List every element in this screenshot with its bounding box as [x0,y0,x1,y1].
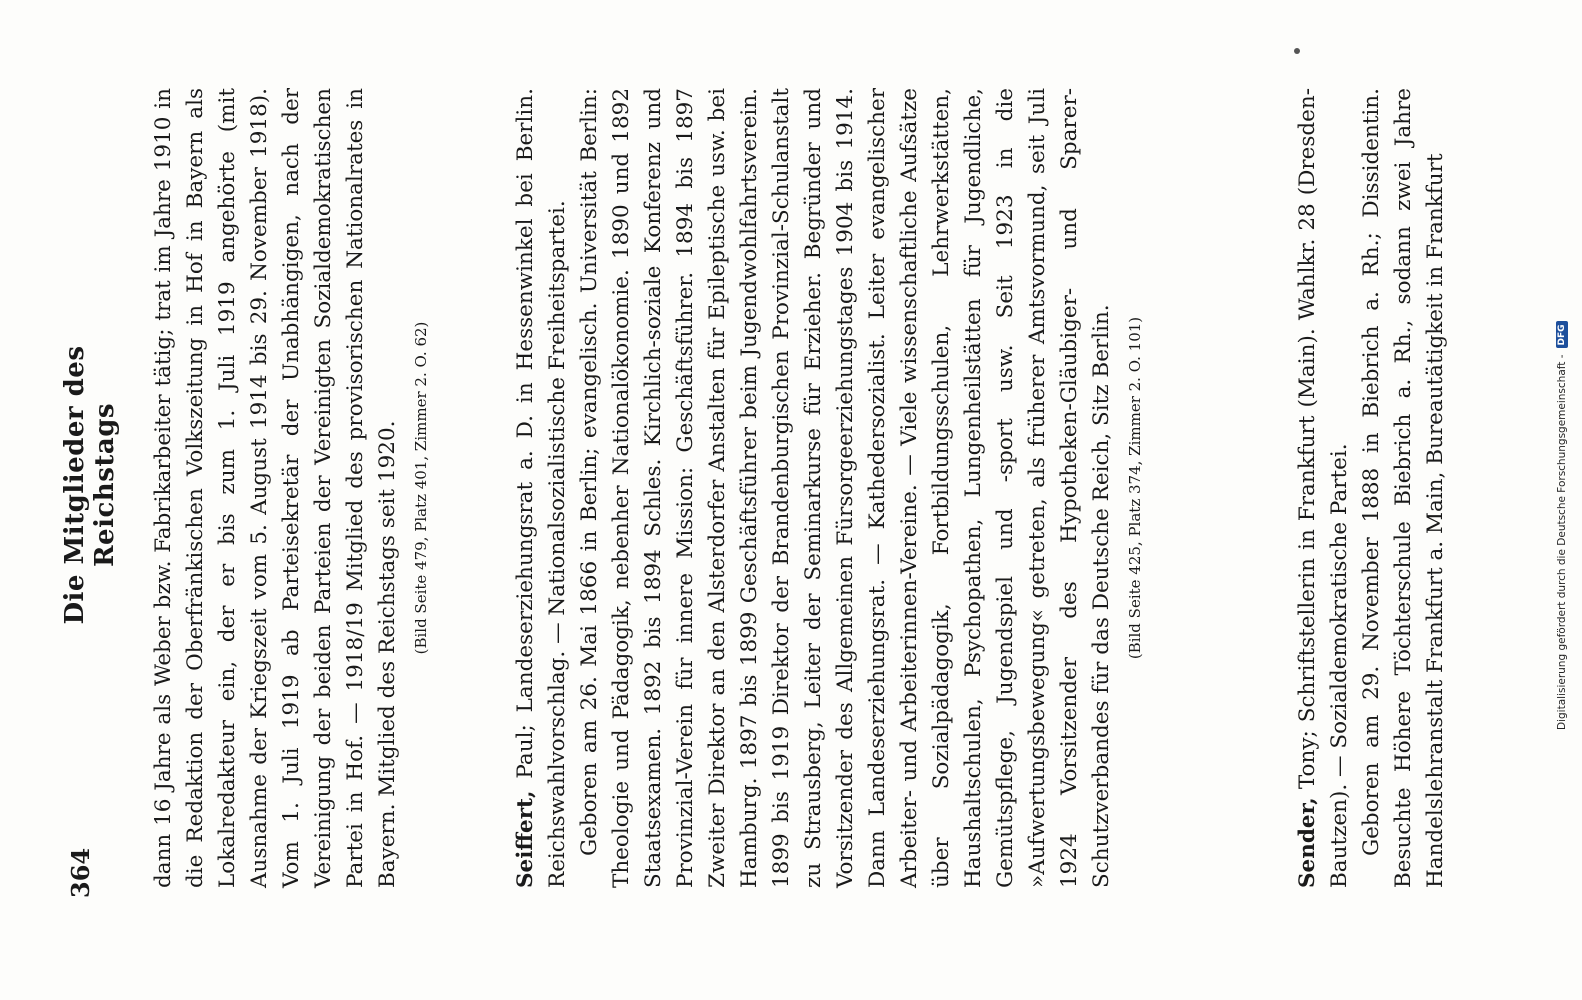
entry-sender [1292,88,1452,888]
entry-paragraph: dann 16 Jahre als Weber bzw. Fabrikarbeiter tätig; trat im Jahre 1910 in die Redaktion der Oberfränkischen Volkszeitung in Hof in Bayern als Lokalredakteur ein, der er bis zum 1. Juli 1919 angehörte (mit Ausnahme der Kriegszeit vom 5. August 1914 bis 29. November 1918). Vom 1. Juli 1919 ab Parteisekretär der Unabhängigen, nach der Vereinigung der beiden Parteien der Vereinigten Sozialdemokratischen Partei in Hof. — 1918/19 Mitglied des provisorischen Nationalrates in Bayern. Mitglied des Reichstags seit 1920. [151,88,400,888]
entry-intro [510,88,574,888]
entry-continuation [148,88,436,888]
image-caption: (Bild Seite 425, Platz 374, Zimmer 2. O. 101) [1126,316,1144,660]
entry-paragraph: Geboren am 26. Mai 1866 in Berlin; evangelisch. Universität Berlin: Theologie und Pädagogik, nebenher Nationalökonomie. 1890 und 1892 Staatsexamen. 1892 bis 1894 Schles. Kirchlich-soziale Konferenz und Provinzial-Verein für innere Mission: Geschäftsführer. 1894 bis 1897 Zweiter Direktor an den Alsterdorfer Anstalten für Epileptische usw. bei Hamburg. 1897 bis 1899 Geschäftsführer beim Jugendwohlfahrtsverein. 1899 bis 1919 Direktor der Brandenburgischen Provinzial-Schulanstalt zu Strausberg, Leiter der Seminarkurse für Erzieher. Begründer und Vorsitzender des Allgemeinen Fürsorgeerziehungstages 1904 bis 1914. Dann Landeserziehungsrat. — Kathedersozialist. Leiter evangelischer Arbeiter- und Arbeiterinnen-Vereine. — Viele wissenschaftliche Aufsätze über Sozialpädagogik, Fortbildungsschulen, Lehrwerkstätten, Haushaltschulen, Psychopathen, Lungenheilstätten für Jugendliche, Gemütspflege, Jugendspiel und -sport usw. Seit 1923 in die »Aufwertungsbewegung« getreten, als früherer Amtsvormund, seit Juli 1924 Vorsitzender des Hypotheken-Gläubiger- und Sparer-Schutzverbandes für das Deutsche Reich, Sitz Berlin. [577,88,1114,888]
dfg-credit [1552,0,1572,730]
page-number: 364 [66,847,95,898]
entry-seiffert [510,88,1150,888]
dfg-logo: DFG [1556,321,1568,348]
dfg-credit-text: Digitalisierung gefördert durch die Deutsche Forschungsgemeinschaft - [1556,354,1568,730]
page-header: Die Mitglieder des Reichstags [60,345,120,625]
entry-name: Sender, [1295,797,1320,888]
entry-intro-text: Paul; Landeserziehungsrat a. D. in Hessenwinkel bei Berlin. Reichswahlvorschlag. — Nationalsozialistische Freiheitspartei. [513,88,570,888]
entry-intro [1292,88,1356,888]
ink-smudge [1294,48,1300,54]
entry-name: Seiffert, [513,790,538,888]
entry-paragraph: Geboren am 29. November 1888 in Biebrich a. Rh.; Dissidentin. Besuchte Höhere Töchterschule Biebrich a. Rh., sodann zwei Jahre Handelslehranstalt Frankfurt a. Main, Bureautätigkeit in Frankfurt [1359,88,1448,888]
entry-intro-text: Tony; Schriftstellerin in Frankfurt (Main). Wahlkr. 28 (Dresden-Bautzen). — Sozialdemokratische Partei. [1295,88,1352,888]
dfg-sidebar [1546,0,1572,1000]
image-caption: (Bild Seite 479, Platz 401, Zimmer 2. O. 62) [412,321,430,655]
